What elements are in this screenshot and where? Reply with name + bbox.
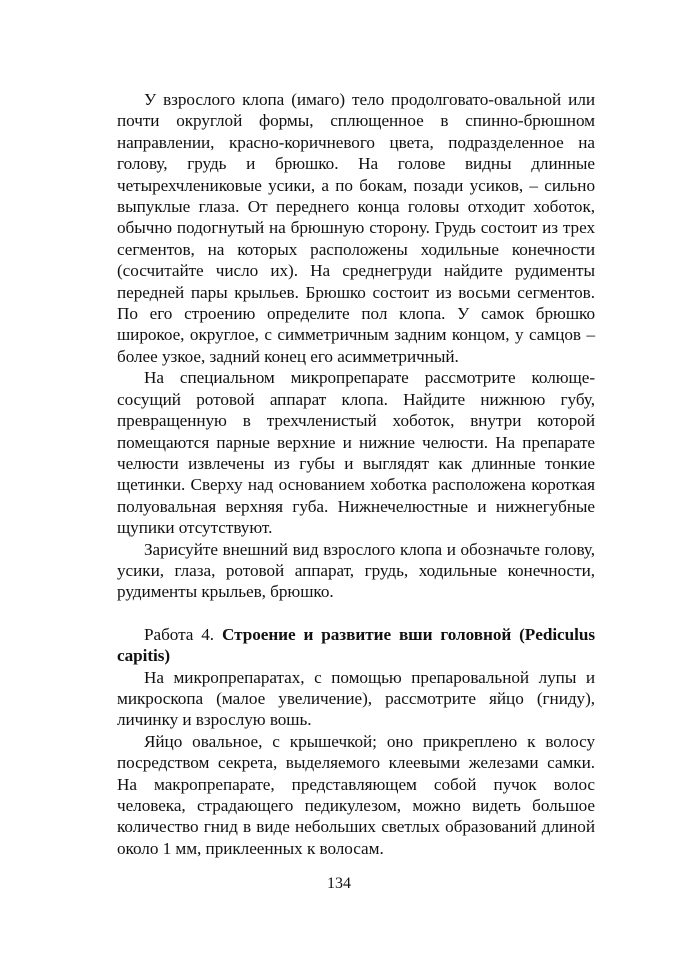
paragraph-louse-egg: Яйцо овальное, с крышечкой; оно прикреплено к волосу посредством секрета, выделяемого клеевыми железами самки. На макропрепарате, представляющем собой пучок волос человека, страдающего педикулезом, можно видеть большое количество гнид в виде небольших светлых образований длиной около 1 мм, приклеенных к волосам. — [117, 731, 595, 858]
paragraph-bug-drawing-task: Зарисуйте внешний вид взрослого клопа и обозначьте голову, усики, глаза, ротовой аппарат, грудь, ходильные конечности, рудименты крыльев, брюшко. — [117, 539, 595, 602]
section-heading — [117, 624, 595, 667]
section-title: Строение и развитие вши головной (Pediculus capitis) — [117, 624, 596, 666]
page-body — [117, 89, 595, 859]
paragraph-bug-mouthparts: На специальном микропрепарате рассмотрите колюще-сосущий ротовой аппарат клопа. Найдите нижнюю губу, превращенную в трехчленистый хоботок, внутри которой помещаются парные верхние и нижние челюсти. На препарате челюсти извлечены из губы и выглядят как длинные тонкие щетинки. Сверху над основанием хоботка расположена короткая полуовальная верхняя губа. Нижнечелюстные и нижнегубные щупики отсутствуют. — [117, 368, 595, 538]
paragraph-bug-body: У взрослого клопа (имаго) тело продолговато-овальной или почти округлой формы, сплющенное в спинно-брюшном направлении, красно-коричневого цвета, подразделенное на голову, грудь и брюшко. На голове видны длинные четырехчлениковые усики, а по бокам, позади усиков, – сильно выпуклые глаза. От переднего конца головы отходит хоботок, обычно подогнутый на брюшную сторону. Грудь состоит из трех сегментов, на которых расположены ходильные конечности (сосчитайте число их). На среднегруди найдите рудименты передней пары крыльев. Брюшко состоит из восьми сегментов. По его строению определите пол клопа. У самок брюшко широкое, округлое, с симметричным задним концом, у самцов – более узкое, задний конец его асимметричный. — [117, 90, 595, 366]
section-label: Работа 4. — [144, 624, 215, 644]
paragraph-louse-specimens: На микропрепаратах, с помощью препаровальной лупы и микроскопа (малое увеличение), рассмотрите яйцо (гниду), личинку и взрослую вошь. — [117, 667, 595, 730]
page-number: 134 — [327, 875, 351, 892]
